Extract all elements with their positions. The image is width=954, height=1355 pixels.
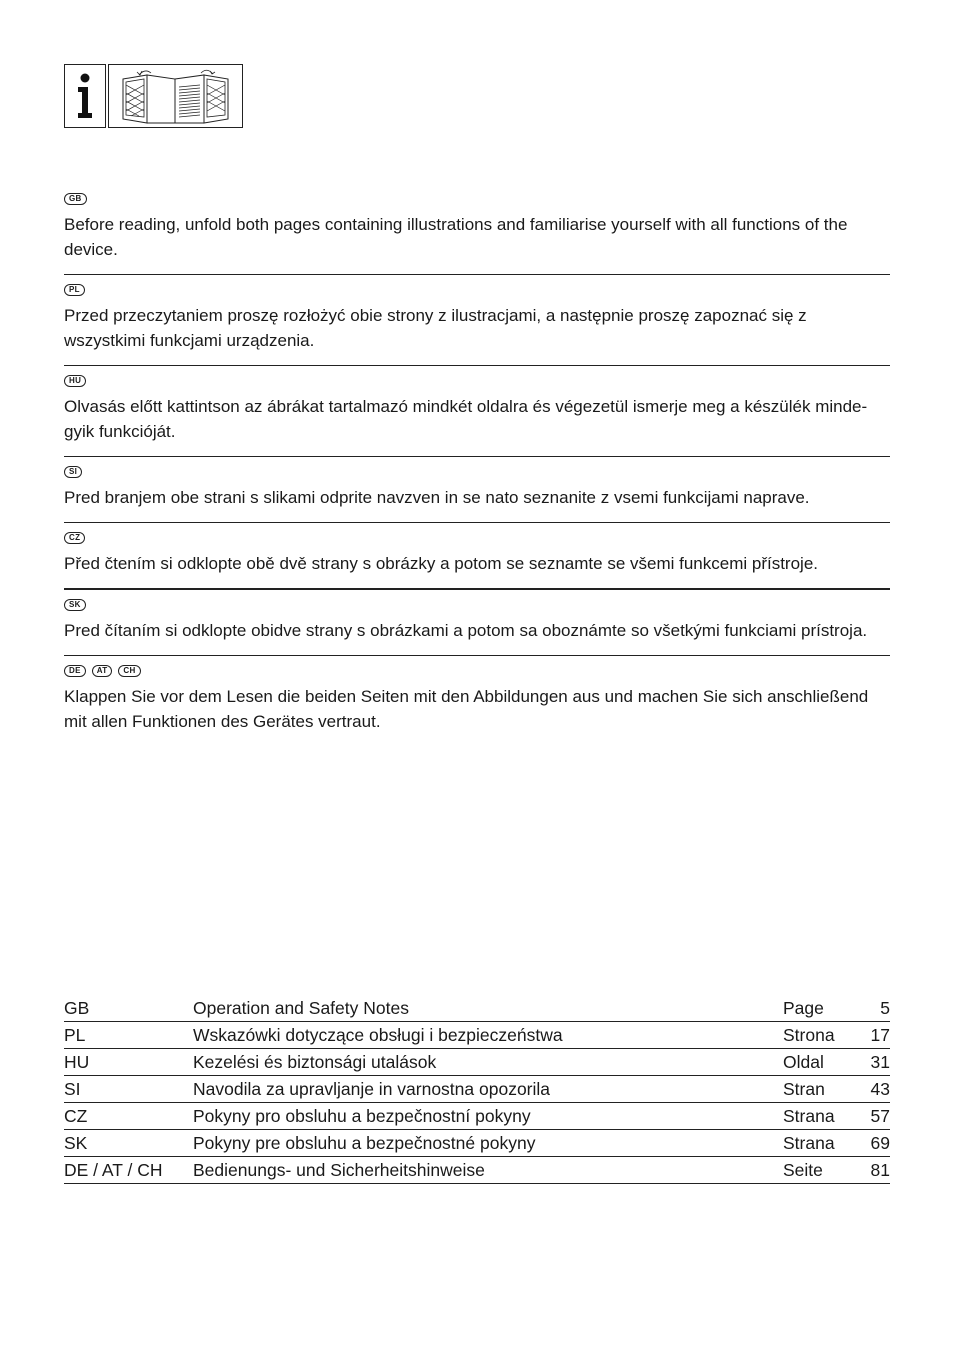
language-tag: PL — [64, 284, 85, 296]
info-icon — [64, 64, 106, 128]
toc-page-word: Strana — [783, 1103, 843, 1130]
toc-page-word: Oldal — [783, 1049, 843, 1076]
toc-page-word: Strona — [783, 1022, 843, 1049]
language-tag: AT — [92, 665, 113, 677]
divider — [64, 274, 890, 275]
divider — [64, 522, 890, 523]
section-cz — [64, 529, 890, 588]
toc-page-number: 69 — [843, 1130, 890, 1157]
table-row — [64, 1022, 890, 1049]
section-text: Pred čítaním si odklopte obidve strany s obrázkami a potom sa oboznámte so všetkými funkciami prístroja. — [64, 621, 868, 640]
section-sk — [64, 596, 890, 655]
toc-title: Navodila za upravljanje in varnostna opozorila — [193, 1076, 783, 1103]
language-tag: SK — [64, 599, 86, 611]
toc-code: DE / AT / CH — [64, 1157, 193, 1184]
divider — [64, 588, 890, 590]
section-si — [64, 463, 890, 522]
table-row — [64, 995, 890, 1022]
toc-page-word: Seite — [783, 1157, 843, 1184]
table-row — [64, 1103, 890, 1130]
toc-page-word: Strana — [783, 1130, 843, 1157]
divider — [64, 655, 890, 656]
section-text: Klappen Sie vor dem Lesen die beiden Seiten mit den Abbildungen aus und machen Sie sich anschließend mit allen Funktionen des Gerätes vertraut. — [64, 687, 869, 731]
toc-code: CZ — [64, 1103, 193, 1130]
toc-page-number: 81 — [843, 1157, 890, 1184]
toc-code: HU — [64, 1049, 193, 1076]
toc-code: PL — [64, 1022, 193, 1049]
section-gb — [64, 190, 890, 274]
language-tag: CH — [118, 665, 140, 677]
section-text: Olvasás előtt kattintson az ábrákat tartalmazó mindkét oldalra és végezetül ismerje meg a készülék minde-gyik funkcióját. — [64, 397, 868, 441]
toc-title: Bedienungs- und Sicherheitshinweise — [193, 1157, 783, 1184]
section-text: Pred branjem obe strani s slikami odprite navzven in se nato seznanite z vsemi funkcijami naprave. — [64, 488, 810, 507]
language-tag: DE — [64, 665, 86, 677]
table-row — [64, 1076, 890, 1103]
language-tag: GB — [64, 193, 87, 205]
language-tags — [64, 190, 890, 208]
toc-page-number: 57 — [843, 1103, 890, 1130]
toc-title: Kezelési és biztonsági utalások — [193, 1049, 783, 1076]
toc-title: Pokyny pre obsluhu a bezpečnostné pokyny — [193, 1130, 783, 1157]
divider — [64, 456, 890, 457]
language-sections — [64, 184, 890, 746]
divider — [64, 365, 890, 366]
toc-title: Operation and Safety Notes — [193, 995, 783, 1022]
toc-page-number: 43 — [843, 1076, 890, 1103]
table-row — [64, 1130, 890, 1157]
toc-code: SI — [64, 1076, 193, 1103]
language-tags — [64, 463, 890, 481]
section-text: Przed przeczytaniem proszę rozłożyć obie strony z ilustracjami, a następnie proszę zapoznać się z wszystkimi funkcjami urządzenia. — [64, 306, 807, 350]
language-tags — [64, 372, 890, 390]
language-tag: HU — [64, 375, 86, 387]
toc-page-number: 5 — [843, 995, 890, 1022]
toc-title: Pokyny pro obsluhu a bezpečnostní pokyny — [193, 1103, 783, 1130]
toc-code: SK — [64, 1130, 193, 1157]
language-tags — [64, 662, 890, 680]
language-tags — [64, 596, 890, 614]
table-row — [64, 1049, 890, 1076]
toc-code: GB — [64, 995, 193, 1022]
table-row — [64, 1157, 890, 1184]
toc-page-number: 17 — [843, 1022, 890, 1049]
toc-page-word: Stran — [783, 1076, 843, 1103]
language-tags — [64, 281, 890, 299]
section-text: Before reading, unfold both pages containing illustrations and familiarise yourself with all functions of the device. — [64, 215, 848, 259]
unfold-pages-icon — [108, 64, 243, 128]
language-tags — [64, 529, 890, 547]
section-pl — [64, 281, 890, 365]
toc-page-number: 31 — [843, 1049, 890, 1076]
section-de-at-ch — [64, 662, 890, 746]
language-tag: CZ — [64, 532, 85, 544]
toc-title: Wskazówki dotyczące obsługi i bezpieczeństwa — [193, 1022, 783, 1049]
table-of-contents — [64, 995, 890, 1184]
language-tag: SI — [64, 466, 82, 478]
toc-page-word: Page — [783, 995, 843, 1022]
section-text: Před čtením si odklopte obě dvě strany s obrázky a potom se seznamte se všemi funkcemi přístroje. — [64, 554, 819, 573]
section-hu — [64, 372, 890, 456]
